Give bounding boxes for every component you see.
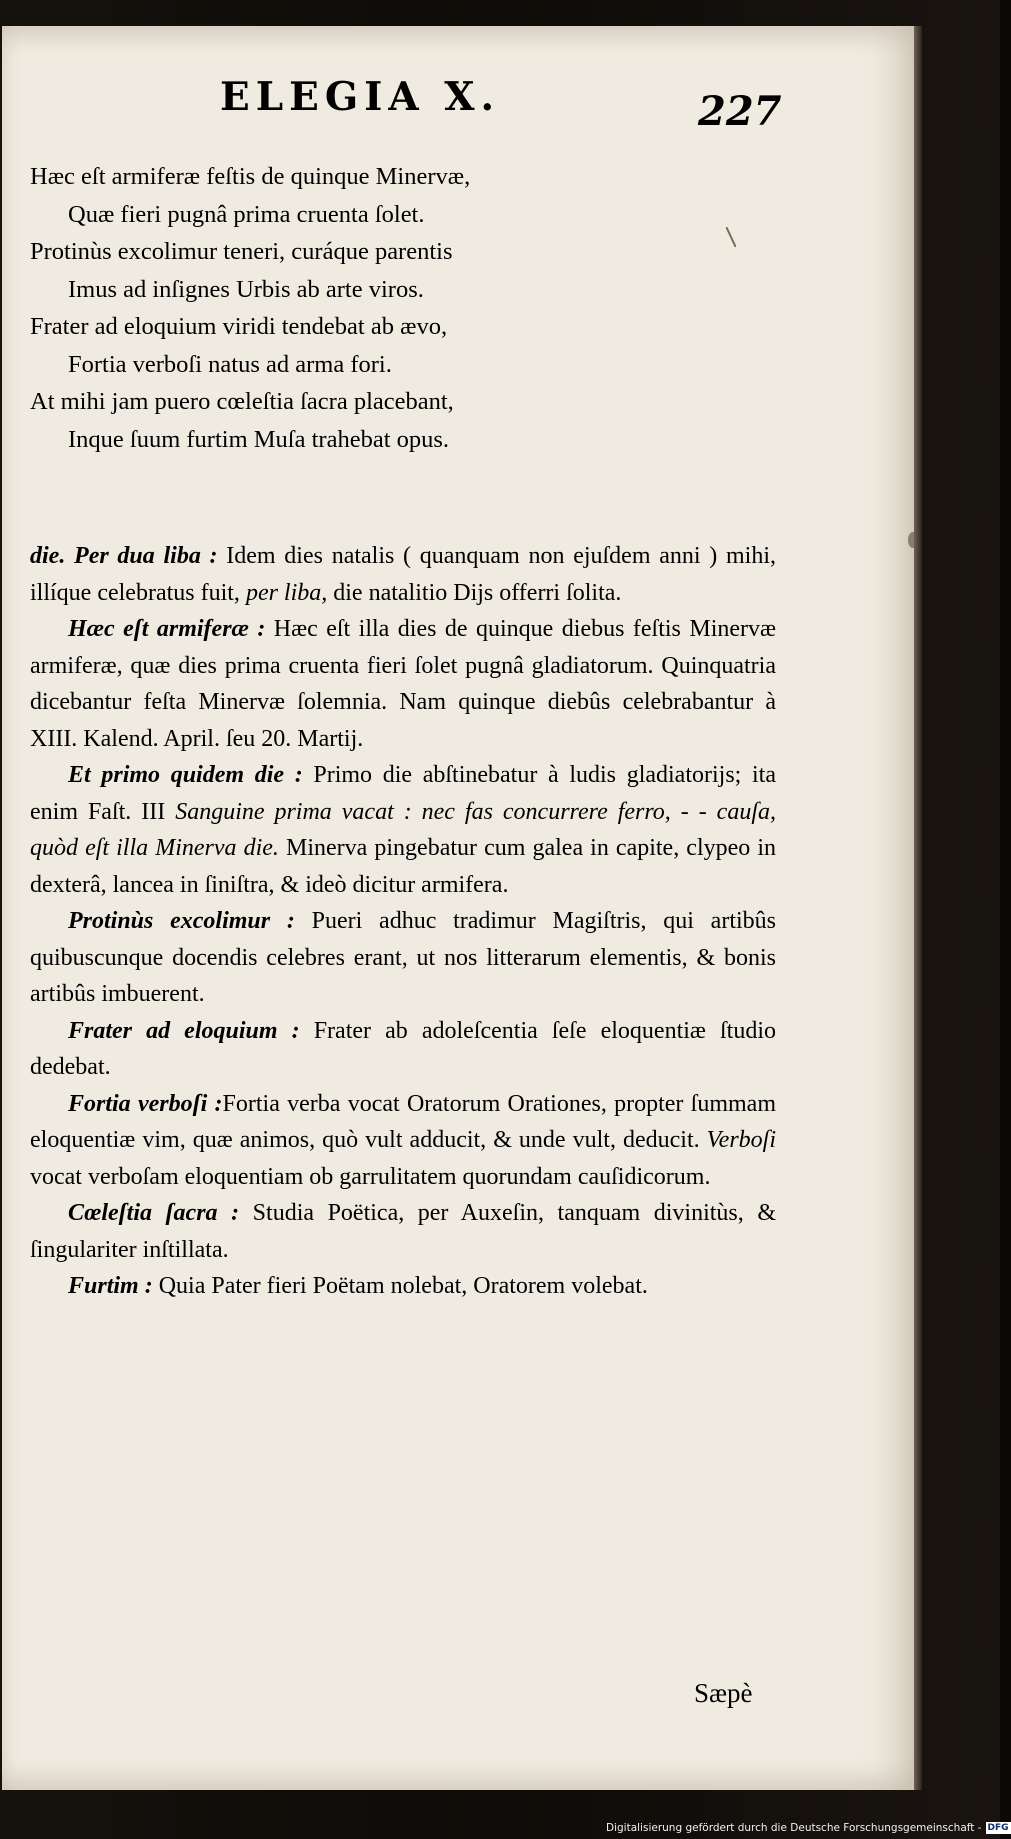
note-text: Quia Pater fieri Poëtam nolebat, Oratorem volebat. bbox=[152, 1273, 648, 1299]
verse-line: Hæc eſt armiferæ feſtis de quinque Minervæ, bbox=[30, 163, 471, 190]
commentary-note bbox=[30, 1268, 776, 1305]
running-title: ELEGIA X. bbox=[220, 74, 501, 120]
note-text: Studia Poëtica, per Auxeſin, tanquam divinitùs, & ſingulariter inſtillata. bbox=[30, 1200, 777, 1263]
note-tail: Minerva pingebatur cum galea in capite, clypeo in dexterâ, lancea in ſiniſtra, & ideò dicitur armifera. bbox=[30, 835, 776, 898]
page-edge bbox=[914, 26, 922, 1790]
lemma: Hæc eſt armiferæ : bbox=[68, 616, 266, 642]
commentary-note bbox=[30, 1013, 776, 1086]
catchword: Sæpè bbox=[694, 1678, 753, 1708]
note-text: Idem dies natalis ( quanquam non ejuſdem anni ) mihi, illíque celebratus fuit, bbox=[30, 543, 776, 606]
lemma: Cœleſtia ſacra : bbox=[68, 1200, 240, 1226]
commentary-block bbox=[30, 538, 776, 1305]
note-italic: Verboſi bbox=[706, 1127, 776, 1153]
commentary-note bbox=[30, 1195, 776, 1268]
page-number: 227 bbox=[698, 88, 782, 135]
verse-block bbox=[30, 158, 890, 458]
note-italic: per liba, bbox=[245, 579, 328, 606]
lemma: Fortia verboſi : bbox=[68, 1090, 223, 1117]
credit-text: Digitalisierung gefördert durch die Deutsche Forschungsgemeinschaft - bbox=[606, 1822, 982, 1834]
dfg-logo: DFG bbox=[987, 1823, 1009, 1833]
verse-line: Inque ſuum furtim Muſa trahebat opus. bbox=[68, 425, 450, 453]
verse-line: Protinùs excolimur teneri, curáque parentis bbox=[30, 238, 453, 265]
commentary-note bbox=[30, 1086, 776, 1196]
note-italic: Sanguine prima vacat : nec fas concurrere ferro, - - cauſa, quòd eſt illa Minerva die. bbox=[30, 798, 776, 861]
lemma: Et primo quidem die : bbox=[68, 762, 303, 788]
lemma: Frater ad eloquium : bbox=[68, 1017, 300, 1044]
verse-line: At mihi jam puero cœleſtia ſacra placebant, bbox=[30, 388, 454, 415]
lemma: Furtim : bbox=[68, 1273, 153, 1299]
lemma: Protinùs excolimur : bbox=[68, 908, 295, 934]
digitization-credit bbox=[606, 1822, 1011, 1834]
commentary-note bbox=[30, 903, 776, 1013]
note-text: Hæc eſt illa dies de quinque diebus feſtis Minervæ armiferæ, quæ dies prima cruenta fieri ſolet pugnâ gladiatorum. Quinquatria dicebantur feſta Minervæ ſolemnia. Nam quinque diebûs celebrabantur à XIII. Kalend. April. ſeu 20. Martij. bbox=[30, 616, 777, 752]
note-tail: vocat verboſam eloquentiam ob garrulitatem quorundam cauſidicorum. bbox=[30, 1163, 711, 1190]
note-text: Pueri adhuc tradimur Magiſtris, qui artibûs quibuscunque docendis celebres erant, ut nos litterarum elementis, & bonis artibûs imbuerent. bbox=[30, 908, 776, 1007]
note-text: Frater ab adoleſcentia ſeſe eloquentiæ ſtudio dedebat. bbox=[30, 1017, 776, 1080]
commentary-note bbox=[30, 611, 776, 757]
note-text: Primo die abſtinebatur à ludis gladiatorijs; ita enim Faſt. III bbox=[30, 762, 777, 825]
note-tail: die natalitio Dijs offerri ſolita. bbox=[327, 579, 622, 606]
commentary-note bbox=[30, 757, 776, 903]
lemma: die. Per dua liba : bbox=[30, 543, 218, 569]
verse-line: Imus ad inſignes Urbis ab arte viros. bbox=[68, 275, 424, 303]
verse-line: Fortia verboſi natus ad arma fori. bbox=[68, 350, 392, 378]
note-text: Fortia verba vocat Oratorum Orationes, propter ſummam eloquentiæ vim, quæ animos, quò vult adducit, & unde vult, deducit. bbox=[30, 1090, 776, 1153]
verse-line: Quæ fieri pugnâ prima cruenta ſolet. bbox=[68, 200, 425, 228]
verse-line: Frater ad eloquium viridi tendebat ab ævo, bbox=[30, 313, 448, 340]
commentary-note bbox=[30, 538, 776, 611]
